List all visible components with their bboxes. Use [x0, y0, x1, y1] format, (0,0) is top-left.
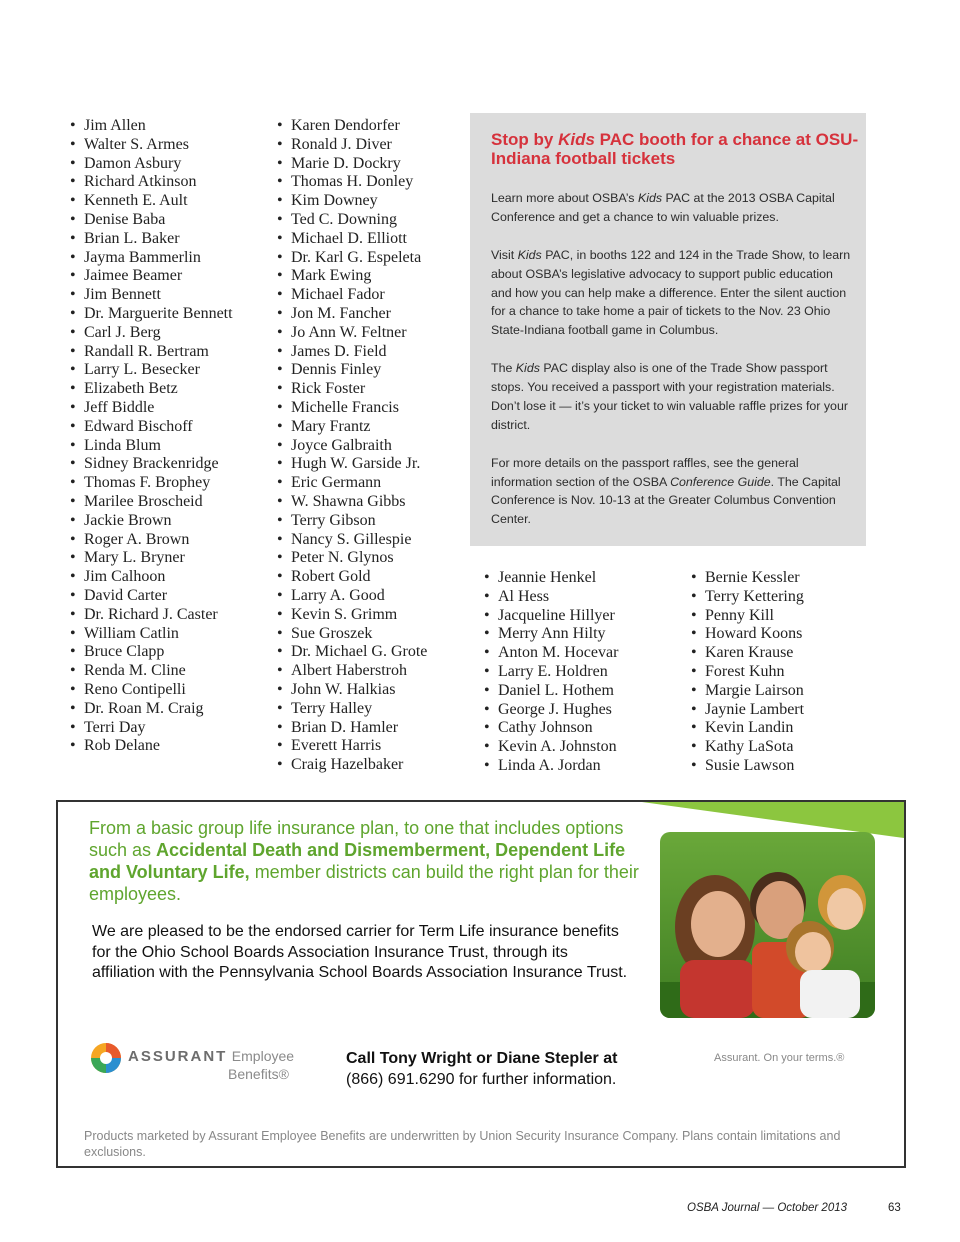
name-list-item: • Larry L. Besecker — [70, 361, 260, 380]
name-list-item: • Terry Gibson — [277, 512, 467, 531]
name-list-item: • Elizabeth Betz — [70, 380, 260, 399]
kids-pac-paragraph: Visit Kids PAC, in booths 122 and 124 in the Trade Show, to learn about OSBA’s legislative advocacy to support public education and how you can help make a difference. Enter the silent auction for a chance to take home a pair of tickets to the Nov. 23 Ohio State-Indiana football game in Columbus. — [491, 247, 851, 338]
ad-disclaimer: Products marketed by Assurant Employee Benefits are underwritten by Union Security Insurance Company. Plans contain limitations and exclusions. — [84, 1129, 841, 1159]
name-list-item: • Ronald J. Diver — [277, 136, 467, 155]
kids-pac-paragraph: The Kids PAC display also is one of the Trade Show passport stops. You received a passport with your registration materials. Don’t lose it — it’s your ticket to win valuable raffle prizes for your district. — [491, 361, 848, 432]
kids-pac-body — [491, 189, 851, 548]
name-list-item: • Larry E. Holdren — [484, 663, 674, 682]
name-list-item: • Linda A. Jordan — [484, 757, 674, 776]
name-list-item: • Jim Allen — [70, 117, 260, 136]
name-list-item: • Terry Halley — [277, 700, 467, 719]
name-list-item: • Jeff Biddle — [70, 399, 260, 418]
name-list-item: • Kevin S. Grimm — [277, 606, 467, 625]
name-list-item: • Thomas F. Brophey — [70, 474, 260, 493]
name-list-item: • Dr. Karl G. Espeleta — [277, 249, 467, 268]
name-list-item: • Dr. Michael G. Grote — [277, 643, 467, 662]
name-list-item: • Jim Bennett — [70, 286, 260, 305]
name-list-item: • Richard Atkinson — [70, 173, 260, 192]
name-list-item: • Margie Lairson — [691, 682, 881, 701]
call-to-action — [346, 1048, 686, 1090]
name-list-item: • Renda M. Cline — [70, 662, 260, 681]
name-list-item: • Jim Calhoon — [70, 568, 260, 587]
family-photo — [660, 832, 875, 1018]
name-list-item: • Terri Day — [70, 719, 260, 738]
name-list-item: • Al Hess — [484, 588, 674, 607]
name-list-item: • Hugh W. Garside Jr. — [277, 455, 467, 474]
name-list-item: • Bernie Kessler — [691, 569, 881, 588]
page-number: 63 — [888, 1202, 901, 1214]
name-list-item: • Edward Bischoff — [70, 418, 260, 437]
name-list-item: • Kevin A. Johnston — [484, 738, 674, 757]
name-list-item: • William Catlin — [70, 625, 260, 644]
name-list-item: • Dr. Marguerite Bennett — [70, 305, 260, 324]
name-list-item: • George J. Hughes — [484, 701, 674, 720]
name-list-item: • Jacqueline Hillyer — [484, 607, 674, 626]
ad-body-text: We are pleased to be the endorsed carrier for Term Life insurance benefits for the Ohio School Boards Association Insurance Trust, through its affiliation with the Pennsylvania School Boards Association Insurance Trust. — [92, 923, 628, 982]
name-list-item: • Marie D. Dockry — [277, 155, 467, 174]
kids-pac-info-box — [470, 113, 866, 546]
name-list-item: • Craig Hazelbaker — [277, 756, 467, 775]
name-list-item: • Dennis Finley — [277, 361, 467, 380]
assurant-wordmark: ASSURANT Employee — [128, 1048, 295, 1065]
name-list-item: • David Carter — [70, 587, 260, 606]
name-list-item: • Dr. Richard J. Caster — [70, 606, 260, 625]
name-list-item: • Thomas H. Donley — [277, 173, 467, 192]
name-list-item: • Brian D. Hamler — [277, 719, 467, 738]
name-list-item: • Eric Germann — [277, 474, 467, 493]
kids-pac-title: Stop by Kids PAC booth for a chance at OSU-Indiana football tickets — [491, 130, 859, 168]
name-list-item: • Jayma Bammerlin — [70, 249, 260, 268]
name-list-item: • Jaynie Lambert — [691, 701, 881, 720]
assurant-wordmark-benefits: Benefits® — [228, 1066, 289, 1082]
name-list-item: • Anton M. Hocevar — [484, 644, 674, 663]
name-list-item: • Mary L. Bryner — [70, 549, 260, 568]
name-list-item: • Daniel L. Hothem — [484, 682, 674, 701]
name-list-item: • Mark Ewing — [277, 267, 467, 286]
name-list-item: • Joyce Galbraith — [277, 437, 467, 456]
name-list-item: • Michelle Francis — [277, 399, 467, 418]
name-list-item: • Robert Gold — [277, 568, 467, 587]
name-list-item: • Michael Fador — [277, 286, 467, 305]
assurant-advertisement — [56, 800, 906, 1168]
name-list-item: • Roger A. Brown — [70, 531, 260, 550]
assurant-logo — [90, 1042, 300, 1086]
assurant-tagline: Assurant. On your terms.® — [714, 1052, 845, 1064]
name-list-item: • Forest Kuhn — [691, 663, 881, 682]
name-list-item: • Kenneth E. Ault — [70, 192, 260, 211]
name-list-item: • Kathy LaSota — [691, 738, 881, 757]
call-line-2: (866) 691.6290 for further information. — [346, 1071, 617, 1088]
family-photo-illustration — [660, 832, 875, 1018]
assurant-logo-icon — [90, 1042, 122, 1074]
name-list-item: • Jeannie Henkel — [484, 569, 674, 588]
name-list-column-4 — [691, 569, 881, 776]
name-list-item: • Terry Kettering — [691, 588, 881, 607]
name-list-item: • Jackie Brown — [70, 512, 260, 531]
name-list-item: • Marilee Broscheid — [70, 493, 260, 512]
name-list-item: • Merry Ann Hilty — [484, 625, 674, 644]
call-line-1: Call Tony Wright or Diane Stepler at — [346, 1050, 618, 1067]
name-list-item: • Rob Delane — [70, 737, 260, 756]
name-list-item: • Jon M. Fancher — [277, 305, 467, 324]
name-list-item: • Howard Koons — [691, 625, 881, 644]
name-list-item: • Randall R. Bertram — [70, 343, 260, 362]
name-list-item: • Sidney Brackenridge — [70, 455, 260, 474]
name-list-item: • Karen Dendorfer — [277, 117, 467, 136]
name-list-item: • Sue Groszek — [277, 625, 467, 644]
name-list-item: • Linda Blum — [70, 437, 260, 456]
name-list-item: • Jo Ann W. Feltner — [277, 324, 467, 343]
name-list-item: • Denise Baba — [70, 211, 260, 230]
name-list-item: • Carl J. Berg — [70, 324, 260, 343]
name-list-item: • Karen Krause — [691, 644, 881, 663]
name-list-item: • Peter N. Glynos — [277, 549, 467, 568]
kids-pac-paragraph: Learn more about OSBA’s Kids PAC at the 2013 OSBA Capital Conference and get a chance to win valuable prizes. — [491, 191, 835, 224]
name-list-item: • Rick Foster — [277, 380, 467, 399]
name-list-item: • Everett Harris — [277, 737, 467, 756]
ad-headline: From a basic group life insurance plan, to one that includes options such as Accidental Death and Dismemberment, Dependent Life and Voluntary Life, member districts can build the right plan for their employees. — [89, 818, 639, 904]
kids-pac-paragraph: For more details on the passport raffles, see the general information section of the OSBA Conference Guide. The Capital Conference is Nov. 10-13 at the Greater Columbus Convention Center. — [491, 455, 841, 527]
name-list-item: • Walter S. Armes — [70, 136, 260, 155]
name-list-item: • Penny Kill — [691, 607, 881, 626]
name-list-item: • Brian L. Baker — [70, 230, 260, 249]
name-list-item: • Kim Downey — [277, 192, 467, 211]
footer-journal-title: OSBA Journal — October 2013 — [687, 1202, 848, 1214]
name-list-item: • Bruce Clapp — [70, 643, 260, 662]
name-list-item: • Michael D. Elliott — [277, 230, 467, 249]
name-list-item: • W. Shawna Gibbs — [277, 493, 467, 512]
name-list-item: • Ted C. Downing — [277, 211, 467, 230]
name-list-column-3 — [484, 569, 674, 776]
name-list-item: • Jaimee Beamer — [70, 267, 260, 286]
name-list-column-1 — [70, 117, 260, 756]
name-list-item: • James D. Field — [277, 343, 467, 362]
name-list-item: • Dr. Roan M. Craig — [70, 700, 260, 719]
name-list-item: • Larry A. Good — [277, 587, 467, 606]
name-list-item: • Albert Haberstroh — [277, 662, 467, 681]
name-list-item: • Cathy Johnson — [484, 719, 674, 738]
name-list-item: • Mary Frantz — [277, 418, 467, 437]
name-list-item: • Nancy S. Gillespie — [277, 531, 467, 550]
name-list-item: • John W. Halkias — [277, 681, 467, 700]
name-list-item: • Susie Lawson — [691, 757, 881, 776]
name-list-item: • Damon Asbury — [70, 155, 260, 174]
name-list-item: • Kevin Landin — [691, 719, 881, 738]
name-list-item: • Reno Contipelli — [70, 681, 260, 700]
name-list-column-2 — [277, 117, 467, 775]
